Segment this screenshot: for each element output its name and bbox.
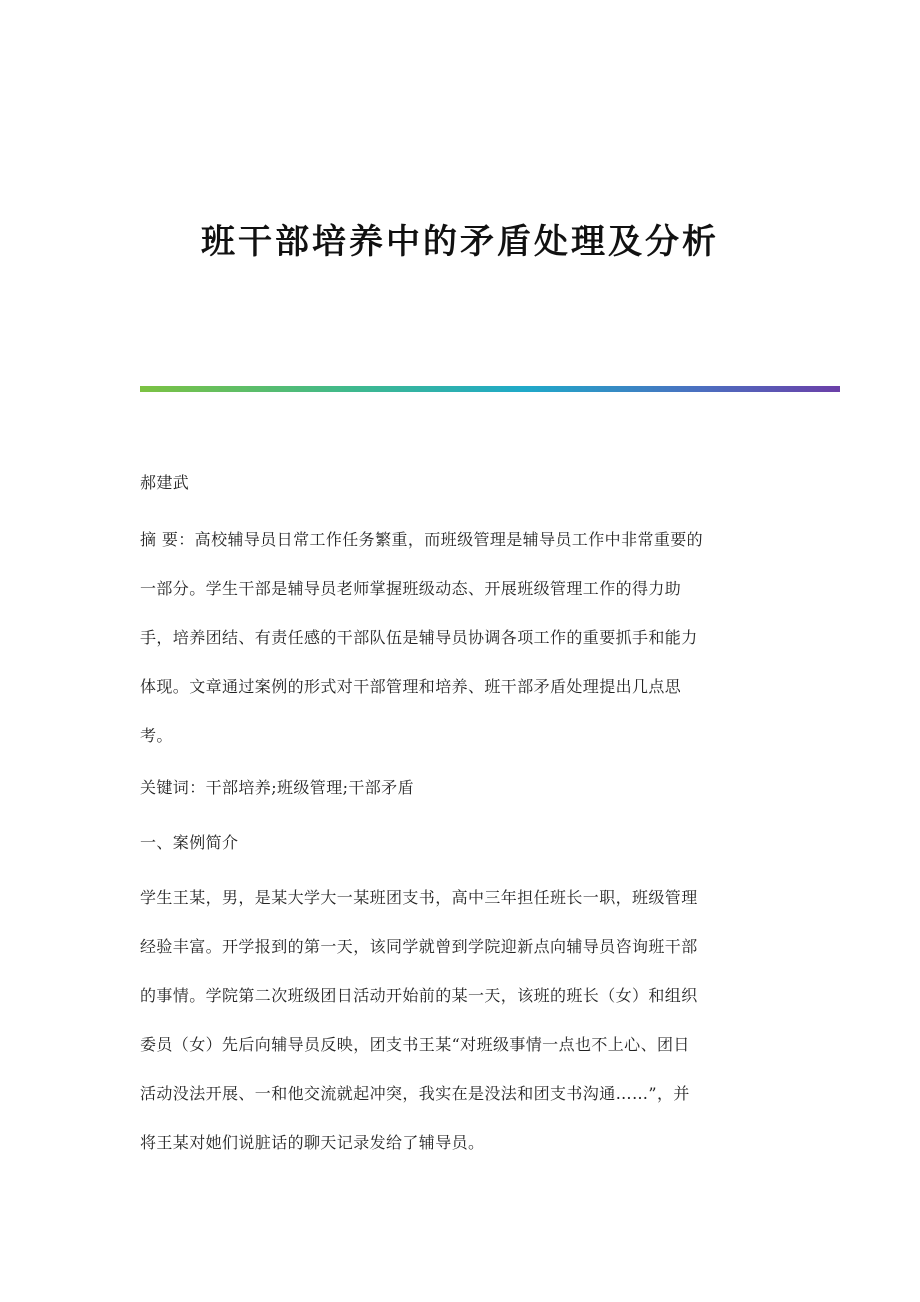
abstract-paragraph [140,515,790,760]
body-line: 委员（女）先后向辅导员反映，团支书王某“对班级事情一点也不上心、团日 [140,1035,690,1054]
document-title: 班干部培养中的矛盾处理及分析 [201,222,719,262]
abstract-line: 摘 要：高校辅导员日常工作任务繁重，而班级管理是辅导员工作中非常重要的 [140,530,704,549]
abstract-line: 手，培养团结、有责任感的干部队伍是辅导员协调各项工作的重要抓手和能力 [140,628,698,647]
abstract-line: 一部分。学生干部是辅导员老师掌握班级动态、开展班级管理工作的得力助 [140,579,682,598]
keywords-line: 关键词：干部培养;班级管理;干部矛盾 [140,778,414,797]
abstract-line: 考。 [140,726,173,745]
gradient-divider [140,386,840,392]
body-line: 将王某对她们说脏话的聊天记录发给了辅导员。 [140,1133,485,1152]
body-line: 经验丰富。开学报到的第一天，该同学就曾到学院迎新点向辅导员咨询班干部 [140,937,698,956]
section-heading: 一、案例简介 [140,833,239,852]
body-line: 的事情。学院第二次班级团日活动开始前的某一天，该班的班长（女）和组织 [140,986,698,1005]
body-paragraph [140,873,790,1167]
abstract-line: 体现。文章通过案例的形式对干部管理和培养、班干部矛盾处理提出几点思 [140,677,682,696]
body-line: 学生王某，男，是某大学大一某班团支书，高中三年担任班长一职，班级管理 [140,888,698,907]
author-name: 郝建武 [140,473,190,492]
body-line: 活动没法开展、一和他交流就起冲突，我实在是没法和团支书沟通……”，并 [140,1084,690,1103]
